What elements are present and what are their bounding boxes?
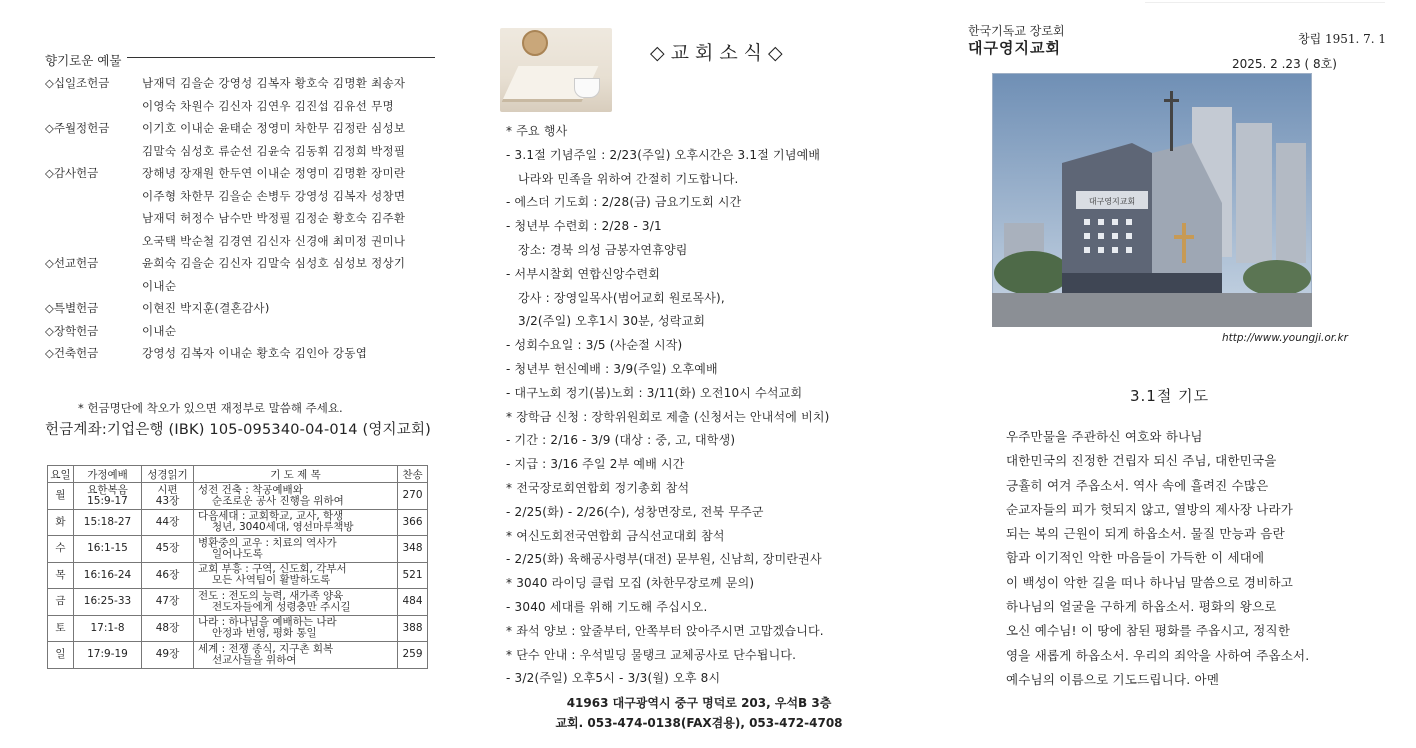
worship-cell-line: 15:9-17 [87, 494, 128, 507]
table-row [48, 483, 428, 510]
worship-cell-line: 16:1-15 [87, 542, 128, 555]
news-item: * 단수 안내 : 우석빌딩 물탱크 교체공사로 단수됩니다. [506, 647, 797, 662]
topic-cell-line: 청년, 3040세대, 영선마루책방 [212, 521, 354, 534]
worship-cell [74, 562, 142, 589]
day-cell: 목 [48, 562, 74, 589]
offering-names-line: 이주형 차한무 김을순 손병두 강영성 김복자 성창면 [142, 188, 406, 203]
col-header-reading: 성경읽기 [142, 466, 194, 483]
news-item: * 여신도회전국연합회 금식선교대회 참석 [506, 528, 725, 543]
offering-names-line: 이영숙 차원수 김신자 김연우 김진섭 김유선 무명 [142, 98, 394, 113]
offering-names [142, 320, 445, 343]
hymn-cell: 484 [398, 589, 428, 616]
news-item: 3/2(주일) 오후1시 30분, 성락교회 [518, 314, 706, 329]
hymn-cell: 521 [398, 562, 428, 589]
table-row [48, 642, 428, 669]
reading-cell [142, 642, 194, 669]
offering-names-line: 이내순 [142, 278, 177, 293]
col-header-worship: 가정예배 [74, 466, 142, 483]
day-cell: 토 [48, 615, 74, 642]
worship-cell-line: 17:9-19 [87, 648, 128, 661]
topic-cell [194, 589, 398, 616]
day-cell: 수 [48, 536, 74, 563]
news-list [506, 120, 916, 691]
prayer-line: 예수님의 이름으로 기도드립니다. 아멘 [1006, 671, 1220, 687]
prayer-line: 순교자들의 피가 헛되지 않고, 열방의 제사장 나라가 [1006, 501, 1293, 517]
table-row [48, 615, 428, 642]
offering-names-line: 장해녕 장재원 한두연 이내순 정영미 김명환 장미란 [142, 166, 406, 180]
hymn-cell: 348 [398, 536, 428, 563]
news-item: - 3040 세대를 위해 기도해 주십시오. [506, 599, 708, 614]
offering-names-line: 이내순 [142, 323, 177, 338]
reading-cell [142, 615, 194, 642]
offering-names-line: 강영성 김복자 이내순 황호숙 김인아 강동엽 [142, 346, 368, 360]
day-cell: 일 [48, 642, 74, 669]
reading-cell-line: 49장 [155, 648, 180, 661]
wall-cross-horizontal [1174, 235, 1194, 239]
news-title: ◇교회소식◇ [650, 42, 789, 64]
prayer-line: 이 백성이 악한 길을 떠나 하나님 말씀으로 경비하고 [1006, 574, 1293, 590]
news-item: 장소: 경북 의성 금봉자연휴양림 [518, 242, 688, 257]
news-item: 나라와 민족을 위하여 간절히 기도합니다. [518, 171, 739, 186]
offering-category: ◇건축헌금 [45, 346, 99, 360]
news-item: - 2/25(화) 육해공사령부(대전) 문부원, 신남희, 장미란권사 [506, 552, 822, 567]
news-item: * 좌석 양보 : 앞줄부터, 안쪽부터 앉아주시면 고맙겠습니다. [506, 623, 824, 638]
offering-category: ◇특별헌금 [45, 301, 99, 315]
topic-cell-line: 선교사들을 위하여 [212, 653, 297, 666]
church-address [554, 693, 844, 733]
topic-cell [194, 536, 398, 563]
topic-cell-line: 교회 부흥 : 구역, 신도회, 각부서 [198, 563, 347, 576]
topic-cell-line: 다음세대 : 교회학교, 교사, 학생 [198, 510, 344, 523]
reading-cell [142, 562, 194, 589]
church-sign-text: 대구영지교회 [1088, 197, 1136, 206]
news-item: * 장학금 신청 : 장학위원회로 제출 (신청서는 안내석에 비치) [506, 409, 830, 424]
news-item: - 3.1절 기념주일 : 2/23(주일) 오후시간은 3.1절 기념예배 [506, 147, 821, 162]
col-header-day: 요일 [48, 466, 74, 483]
table-row [48, 509, 428, 536]
topic-cell [194, 562, 398, 589]
topic-cell-line: 나라 : 하나님을 예배하는 나라 [198, 616, 337, 629]
reading-cell-line: 47장 [155, 595, 180, 608]
reading-cell-line: 시편 [157, 483, 178, 496]
prayer-line: 영을 새롭게 하옵소서. 우리의 죄악을 사하여 주옵소서. [1006, 647, 1310, 663]
table-row [48, 562, 428, 589]
offering-names-line: 김말숙 심성호 류순선 김윤숙 김동휘 김정희 박정필 [142, 143, 406, 158]
reading-cell-line: 46장 [155, 568, 180, 581]
church-building-illustration [992, 73, 1312, 327]
reading-cell-line: 43장 [155, 494, 180, 507]
weekly-prayer-table [47, 465, 428, 669]
reading-cell [142, 509, 194, 536]
prayer-line: 되는 복의 근원이 되게 하옵소서. 물질 만능과 음란 [1006, 526, 1285, 542]
wall-cross-vertical [1182, 223, 1186, 263]
offering-row [45, 162, 445, 252]
col-header-topic: 기 도 제 목 [194, 466, 398, 483]
offering-row [45, 342, 445, 365]
news-item: - 지급 : 3/16 주일 2부 예배 시간 [506, 457, 685, 472]
news-item: - 대구노회 정기(봄)노회 : 3/11(화) 오전10시 수석교회 [506, 385, 803, 400]
founded-date: 창립 1951. 7. 1 [1298, 32, 1387, 46]
spire-cross-bar [1164, 99, 1179, 102]
offerings-header [45, 50, 435, 70]
offering-names [142, 297, 445, 320]
offering-category: ◇십일조헌금 [45, 76, 110, 90]
prayer-line: 하나님의 얼굴을 구하게 하옵소서. 평화의 왕으로 [1006, 599, 1277, 615]
prayer-line: 오신 예수님! 이 땅에 참된 평화를 주옵시고, 정직한 [1006, 623, 1291, 639]
offering-names [142, 72, 445, 117]
offering-row [45, 252, 445, 297]
news-item: 강사 : 장영일목사(범어교회 원로목사), [518, 290, 725, 305]
tree [994, 251, 1070, 295]
offering-names [142, 342, 445, 365]
worship-cell [74, 536, 142, 563]
news-item: - 성회수요일 : 3/5 (사순절 시작) [506, 338, 683, 353]
tree [1243, 260, 1311, 296]
offering-row [45, 297, 445, 320]
news-item: * 전국장로회연합회 정기총회 참석 [506, 480, 690, 495]
website-url: http://www.youngji.or.kr [1222, 332, 1348, 344]
offering-names-line: 이기호 이내순 윤태순 정영미 차한무 김정란 심성보 [142, 121, 406, 135]
denomination: 한국기독교 장로회 [968, 24, 1065, 38]
apartment-tower [1236, 123, 1272, 263]
worship-cell-line: 16:16-24 [83, 568, 132, 581]
topic-cell-line: 순조로운 공사 진행을 위하여 [212, 494, 344, 507]
news-item: - 청년부 수련회 : 2/28 - 3/1 [506, 219, 662, 234]
offering-category: ◇선교헌금 [45, 256, 99, 270]
reading-cell-line: 48장 [155, 621, 180, 634]
topic-cell [194, 642, 398, 669]
cup-image [574, 78, 600, 98]
topic-cell-line: 모든 사역팀이 활발하도록 [212, 574, 331, 587]
topic-cell-line: 전도 : 전도의 능력, 새가족 양육 [198, 589, 344, 602]
ground-floor [1062, 273, 1222, 293]
reading-cell-line: 44장 [155, 515, 180, 528]
reading-cell-line: 45장 [155, 542, 180, 555]
prayer-line: 긍휼히 여겨 주옵소서. 역사 속에 흘려진 수많은 [1006, 477, 1269, 493]
topic-cell-line: 안정과 번영, 평화 통일 [212, 627, 317, 640]
clock-image [522, 30, 548, 56]
offering-names-line: 남재덕 허정수 남수만 박정필 김정순 황호숙 김주환 [142, 211, 406, 225]
news-item: - 3/2(주일) 오후5시 - 3/3(월) 오후 8시 [506, 671, 721, 686]
offering-category: ◇장학헌금 [45, 323, 99, 338]
table-row [48, 589, 428, 616]
prayer-title: 3.1절 기도 [1130, 387, 1210, 405]
prayer-line: 함과 이기적인 악한 마음들이 가득한 이 세대에 [1006, 550, 1265, 566]
issue-date: 2025. 2 .23 ( 8호) [1232, 57, 1337, 71]
offerings-column [0, 0, 460, 748]
church-main-hall [1062, 143, 1152, 293]
offering-account: 헌금계좌:기업은행 (IBK) 105-095340-04-014 (영지교회) [45, 422, 432, 438]
offering-names [142, 117, 445, 162]
offerings-title: 향기로운 예물 [45, 53, 122, 68]
prayer-line: 대한민국의 진정한 건립자 되신 주님, 대한민국을 [1006, 453, 1277, 469]
hymn-cell: 259 [398, 642, 428, 669]
street [992, 293, 1312, 327]
topic-cell-line: 성전 건축 : 착공예배와 [198, 483, 303, 496]
topic-cell [194, 483, 398, 510]
topic-cell-line: 전도자들에게 성령충만 주시길 [212, 600, 351, 613]
worship-cell [74, 642, 142, 669]
day-cell: 금 [48, 589, 74, 616]
day-cell: 화 [48, 509, 74, 536]
offerings-note: * 헌금명단에 착오가 있으면 재정부로 말씀해 주세요. [78, 401, 343, 415]
offering-category: ◇감사헌금 [45, 166, 99, 180]
prayer-line: 우주만물을 주관하신 여호와 하나님 [1006, 429, 1203, 444]
topic-cell [194, 615, 398, 642]
offering-category: ◇주월정헌금 [45, 121, 110, 135]
news-item: * 주요 행사 [506, 124, 568, 138]
coffee-book-photo [500, 28, 612, 112]
offering-names-line: 윤희숙 김을순 김신자 김말숙 심성호 심성보 정상기 [142, 256, 406, 270]
prayer-body [1006, 425, 1366, 692]
reading-cell [142, 536, 194, 563]
offering-row [45, 72, 445, 117]
topic-cell-line: 일어나도록 [212, 547, 263, 560]
news-item: - 청년부 헌신예배 : 3/9(주일) 오후예배 [506, 361, 718, 376]
topic-cell [194, 509, 398, 536]
worship-cell [74, 615, 142, 642]
offerings-title-rule [127, 57, 435, 58]
worship-cell-line: 17:1-8 [90, 621, 125, 634]
address-line: 41963 대구광역시 중구 명덕로 203, 우석B 3층 [566, 696, 832, 710]
offering-names-line: 오국택 박순철 김경연 김신자 신경애 최미정 권미나 [142, 233, 406, 248]
apartment-tower [1276, 143, 1306, 263]
reading-cell [142, 483, 194, 510]
phone-line: 교회. 053-474-0138(FAX겸용), 053-472-4708 [555, 716, 843, 730]
worship-cell-line: 요한복음 [87, 483, 128, 496]
offering-names [142, 252, 445, 297]
worship-cell [74, 483, 142, 510]
news-item: * 3040 라이딩 클럽 모집 (차한무장로께 문의) [506, 576, 755, 591]
news-item: - 에스더 기도회 : 2/28(금) 금요기도회 시간 [506, 195, 742, 210]
offering-row [45, 117, 445, 162]
hymn-cell: 388 [398, 615, 428, 642]
day-cell: 월 [48, 483, 74, 510]
news-item: - 2/25(화) - 2/26(수), 성창면장로, 전북 무주군 [506, 504, 764, 519]
news-column [480, 0, 920, 748]
table-row [48, 536, 428, 563]
worship-cell-line: 16:25-33 [83, 595, 132, 608]
cover-column [950, 0, 1416, 748]
news-item: - 기간 : 2/16 - 3/9 (대상 : 중, 고, 대학생) [506, 433, 736, 448]
reading-cell [142, 589, 194, 616]
worship-cell-line: 15:18-27 [83, 515, 132, 528]
offering-names [142, 162, 445, 252]
hymn-cell: 366 [398, 509, 428, 536]
table-header-row [48, 466, 428, 483]
col-header-hymn: 찬송 [398, 466, 428, 483]
worship-cell [74, 509, 142, 536]
offerings-list [45, 72, 445, 365]
worship-cell [74, 589, 142, 616]
church-name: 대구영지교회 [968, 39, 1061, 57]
offering-names-line: 이현진 박지훈(결혼감사) [142, 301, 270, 315]
offering-row [45, 320, 445, 343]
hymn-cell: 270 [398, 483, 428, 510]
topic-cell-line: 병환중의 교우 : 치료의 역사가 [198, 536, 337, 549]
offering-names-line: 남재덕 김을순 강영성 김복자 황호숙 김명환 최송자 [142, 76, 406, 90]
topic-cell-line: 세계 : 전쟁 종식, 지구촌 회복 [198, 642, 334, 655]
news-item: - 서부시찰회 연합신앙수련회 [506, 266, 661, 281]
